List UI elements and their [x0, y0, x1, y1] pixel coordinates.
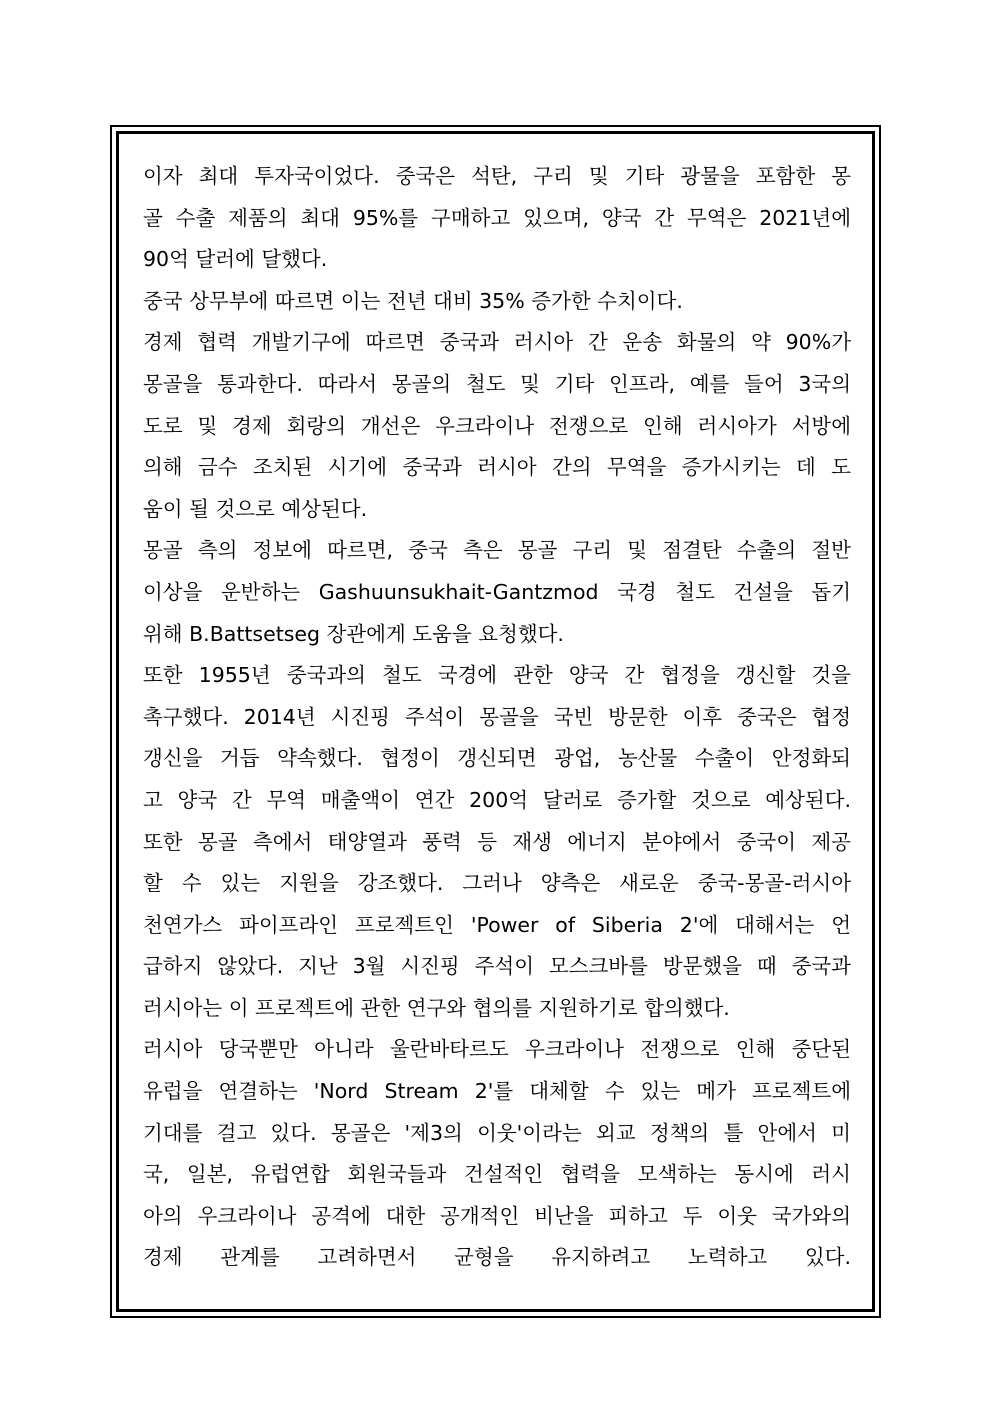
text-line: 도로 및 경제 회랑의 개선은 우크라이나 전쟁으로 인해 러시아가 서방에	[143, 413, 851, 438]
text-line: 또한 몽골 측에서 태양열과 풍력 등 재생 에너지 분야에서 중국이 제공	[143, 829, 851, 854]
text-line: 러시아는 이 프로젝트에 관한 연구와 협의를 지원하기로 합의했다.	[143, 995, 730, 1020]
text-line: 고 양국 간 무역 매출액이 연간 200억 달러로 증가할 것으로 예상된다.	[143, 787, 851, 812]
text-line: 이상을 운반하는 Gashuunsukhait-Gantzmod 국경 철도 건설을 돕기	[143, 579, 851, 604]
text-line: 급하지 않았다. 지난 3월 시진핑 주석이 모스크바를 방문했을 때 중국과	[143, 954, 851, 979]
text-line: 의해 금수 조치된 시기에 중국과 러시아 간의 무역을 증가시키는 데 도	[143, 455, 851, 480]
text-line: 경제 관계를 고려하면서 균형을 유지하려고 노력하고 있다.	[143, 1245, 851, 1270]
text-line: 골 수출 제품의 최대 95%를 구매하고 있으며, 양국 간 무역은 2021년에	[143, 205, 851, 230]
text-line: 또한 1955년 중국과의 철도 국경에 관한 양국 간 협정을 갱신할 것을	[143, 663, 851, 688]
document-body	[143, 156, 851, 1279]
text-line: 촉구했다. 2014년 시진핑 주석이 몽골을 국빈 방문한 이후 중국은 협정	[143, 704, 851, 729]
text-line: 이자 최대 투자국이었다. 중국은 석탄, 구리 및 기타 광물을 포함한 몽	[143, 164, 851, 188]
text-line: 위해 B.Battsetseg 장관에게 도움을 요청했다.	[143, 621, 564, 646]
text-line: 국, 일본, 유럽연합 회원국들과 건설적인 협력을 모색하는 동시에 러시	[143, 1162, 851, 1187]
text-line: 갱신을 거듭 약속했다. 협정이 갱신되면 광업, 농산물 수출이 안정화되	[143, 746, 851, 771]
text-line: 몽골 측의 정보에 따르면, 중국 측은 몽골 구리 및 점결탄 수출의 절반	[143, 538, 851, 563]
text-line: 아의 우크라이나 공격에 대한 공개적인 비난을 피하고 두 이웃 국가와의	[143, 1203, 851, 1228]
text-line: 90억 달러에 달했다.	[143, 247, 328, 272]
text-line: 천연가스 파이프라인 프로젝트인 'Power of Siberia 2'에 대해서는 언	[143, 912, 851, 937]
text-line: 할 수 있는 지원을 강조했다. 그러나 양측은 새로운 중국-몽골-러시아	[143, 871, 851, 896]
text-line: 러시아 당국뿐만 아니라 울란바타르도 우크라이나 전쟁으로 인해 중단된	[143, 1037, 851, 1062]
text-line: 중국 상무부에 따르면 이는 전년 대비 35% 증가한 수치이다.	[143, 288, 683, 313]
text-line: 몽골을 통과한다. 따라서 몽골의 철도 및 기타 인프라, 예를 들어 3국의	[143, 371, 851, 396]
text-line: 기대를 걸고 있다. 몽골은 '제3의 이웃'이라는 외교 정책의 틀 안에서 미	[143, 1120, 851, 1145]
text-line: 움이 될 것으로 예상된다.	[143, 496, 368, 521]
text-line: 경제 협력 개발기구에 따르면 중국과 러시아 간 운송 화물의 약 90%가	[143, 330, 851, 355]
text-line: 유럽을 연결하는 'Nord Stream 2'를 대체할 수 있는 메가 프로젝트에	[143, 1079, 851, 1104]
